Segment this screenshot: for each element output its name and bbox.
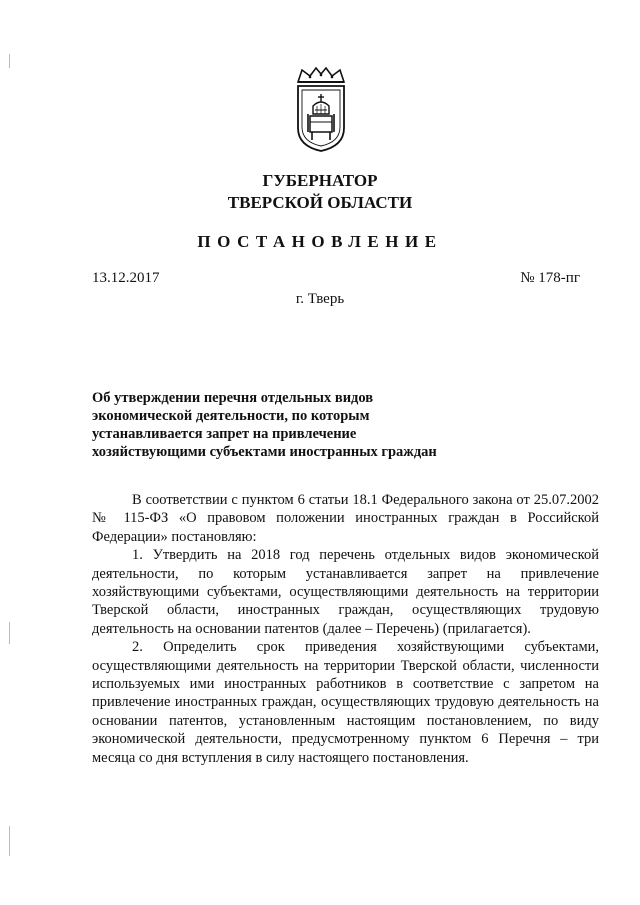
preamble-paragraph: В соответствии с пунктом 6 статьи 18.1 Федерального закона от 25.07.2002 № 115-ФЗ «О правовом положении иностранных граждан в Российской Федерации» постановляю: — [92, 492, 599, 545]
title-line: экономической деятельности, по которым — [92, 408, 370, 424]
document-city: г. Тверь — [295, 291, 345, 307]
document-date: 13.12.2017 — [92, 270, 160, 286]
title-line: устанавливается запрет на привлечение — [92, 426, 357, 442]
clause-2-paragraph: 2. Определить срок приведения хозяйствующими субъектами, осуществляющими деятельность на территории Тверской области, численности используемых ими иностранных работников в соответствие с запретом на привлечение иностранных граждан, осуществляющих трудовую деятельность на основании патентов, установленным настоящим постановлением, по виду экономической деятельности, предусмотренному пунктом 6 Перечня – три месяца со дня вступления в силу настоящего постановления. — [92, 639, 599, 766]
document-body — [92, 491, 599, 767]
document-title — [92, 389, 472, 461]
scan-artifact — [9, 622, 10, 644]
title-line: хозяйствующими субъектами иностранных граждан — [92, 444, 437, 460]
title-line: Об утверждении перечня отдельных видов — [92, 390, 374, 406]
document-number: № 178-пг — [520, 270, 580, 286]
clause-1-paragraph: 1. Утвердить на 2018 год перечень отдельных видов экономической деятельности, по которым устанавливается запрет на привлечение хозяйствующими субъектами, осуществляющими деятельность на территории Тверской области, иностранных граждан, осуществляющих трудовую деятельность на основании патентов (далее – Перечень) (прилагается). — [92, 547, 599, 637]
authority-title-line2: ТВЕРСКОЙ ОБЛАСТИ — [227, 193, 413, 212]
document-type: ПОСТАНОВЛЕНИЕ — [197, 232, 443, 251]
scan-artifact — [9, 826, 10, 856]
scan-artifact — [9, 54, 10, 68]
coat-of-arms-tver-icon — [292, 66, 350, 152]
authority-title-line1: ГУБЕРНАТОР — [262, 171, 378, 190]
